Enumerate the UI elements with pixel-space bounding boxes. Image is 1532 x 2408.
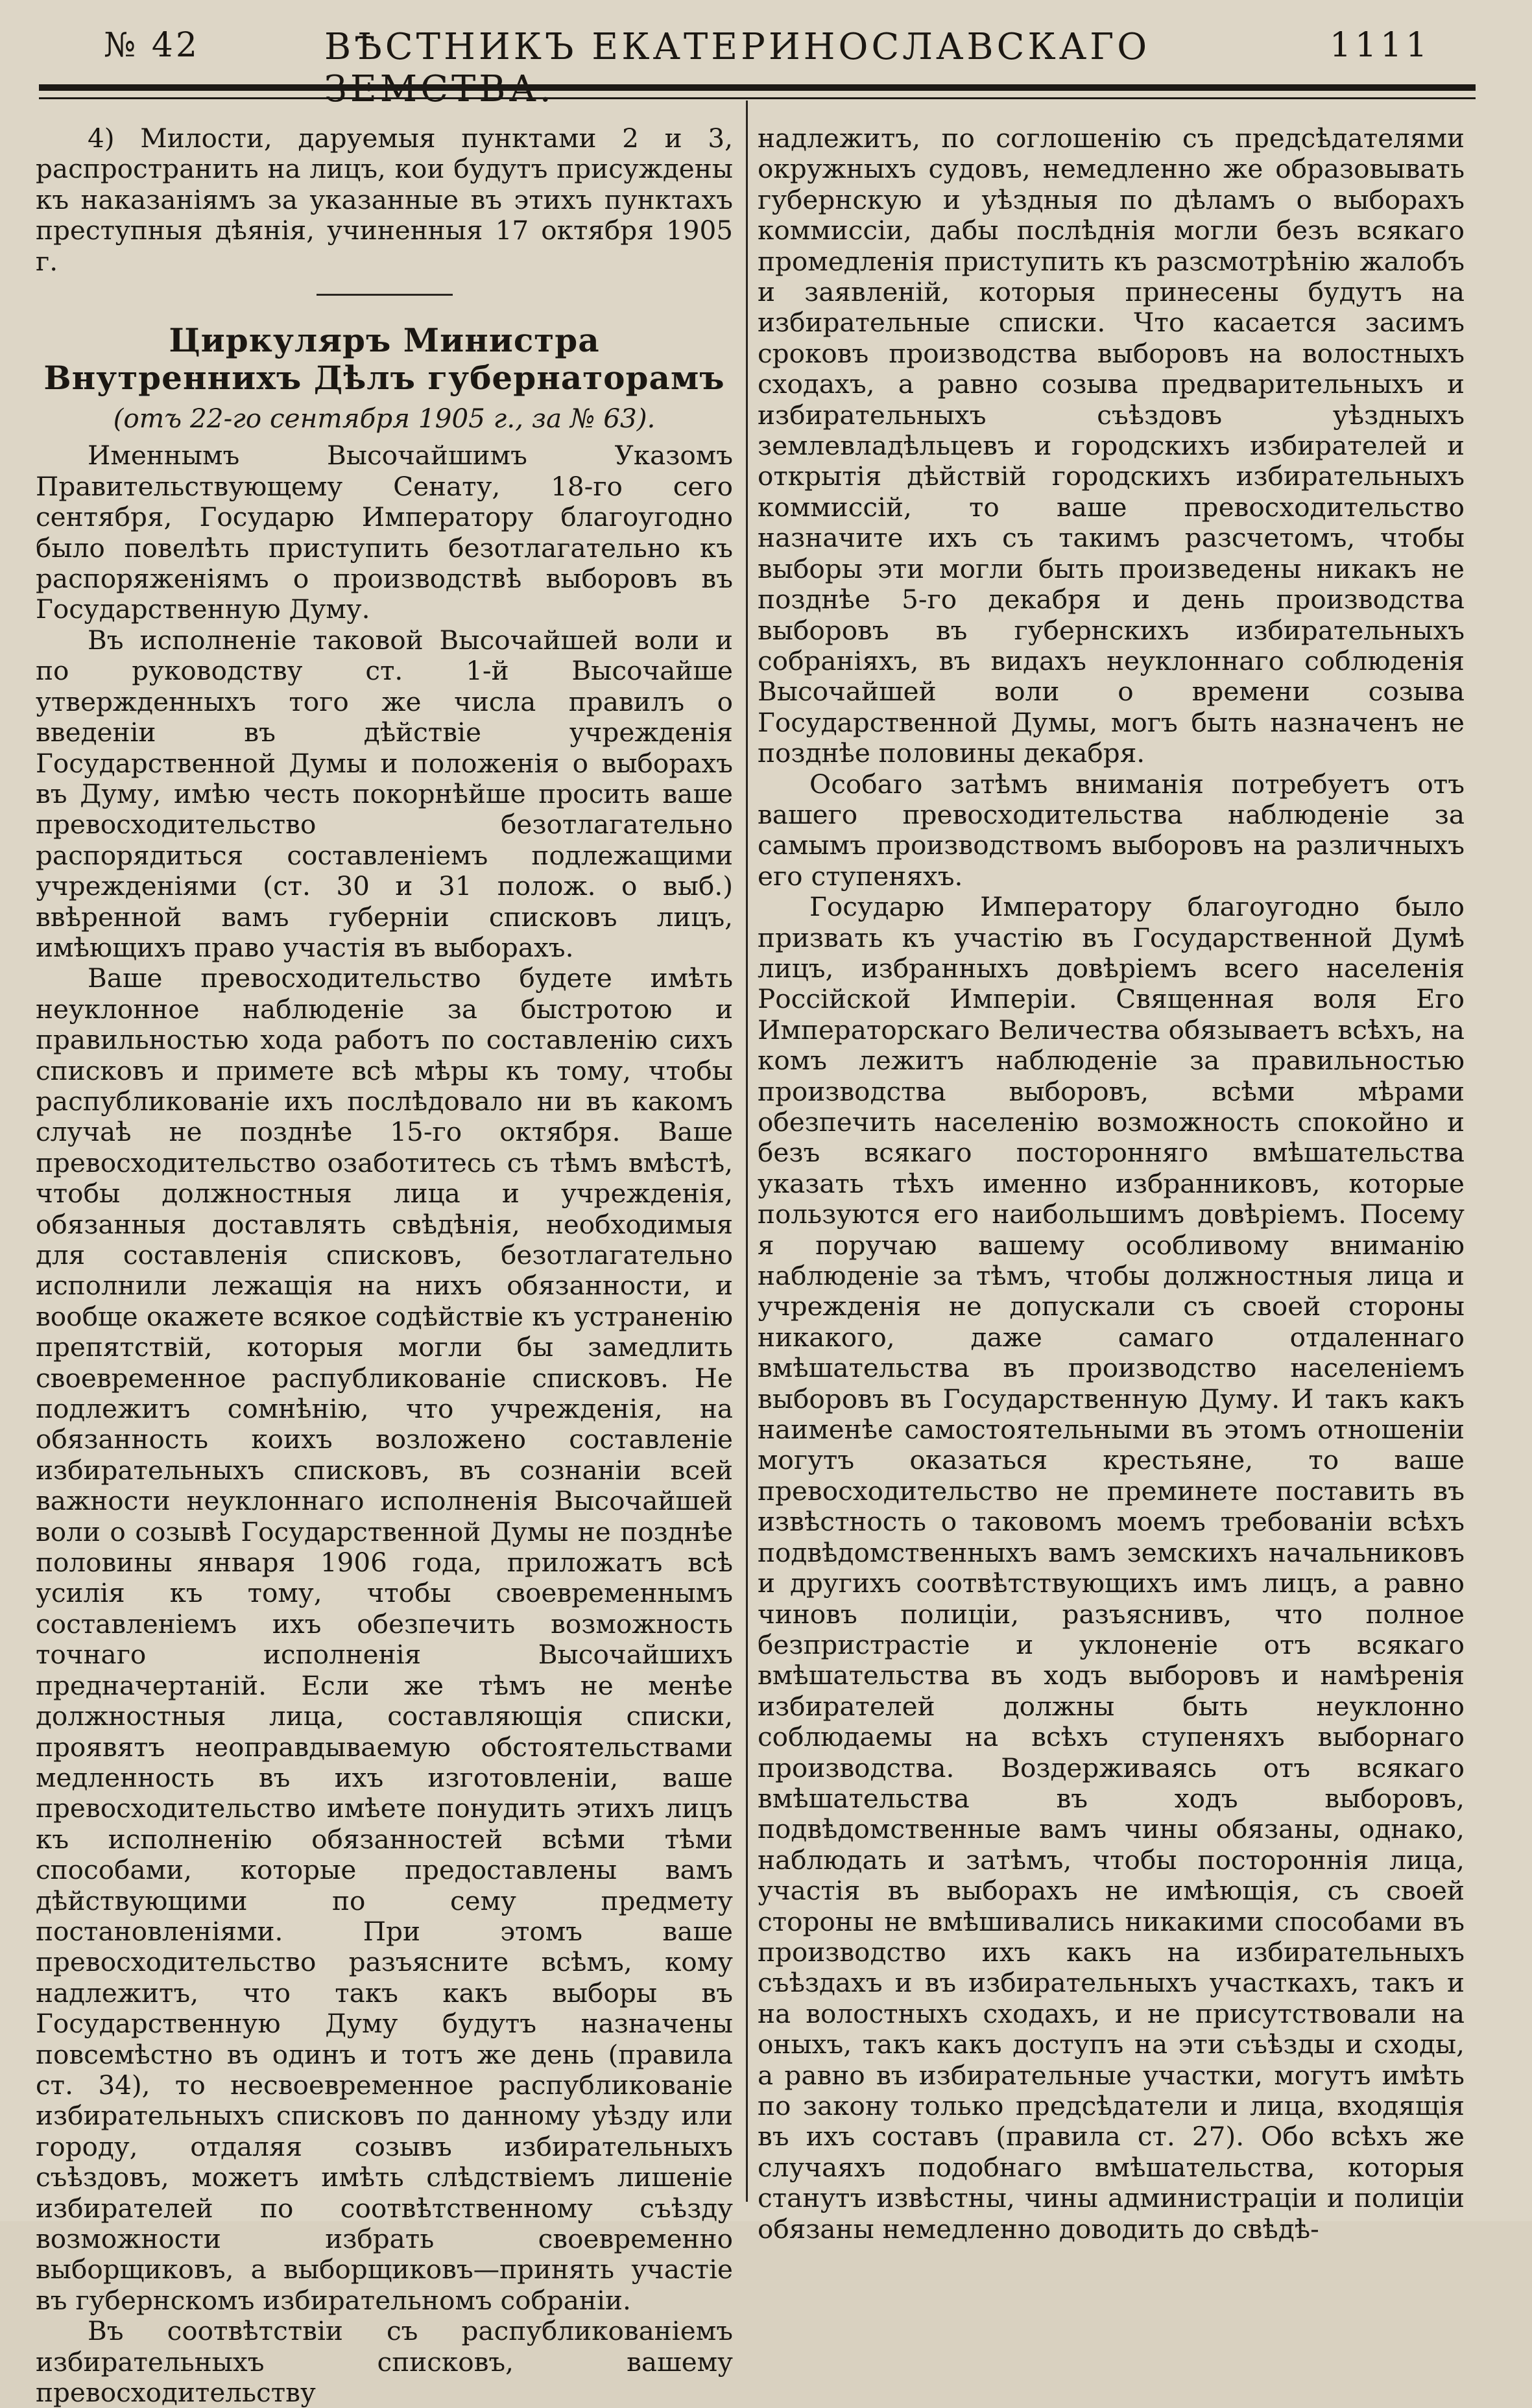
section-divider [317, 294, 453, 296]
page-header [0, 26, 1532, 71]
right-column [758, 123, 1465, 2245]
header-rule-thick [39, 84, 1476, 91]
paragraph: Въ исполненіе таковой Высочайшей воли и по руководству ст. 1-й Высочайше утвержденныхъ того же числа правилъ о введеніи въ дѣйствіе учрежденія Государственной Думы и положенія о выборахъ въ Думу, имѣю честь покорнѣйше просить ваше превосходительство безотлагательно распорядиться составленіемъ подлежащими учрежденіями (ст. 30 и 31 полож. о выб.) ввѣренной вамъ губерніи списковъ лицъ, имѣющихъ право участія въ выборахъ. [36, 624, 733, 963]
publication-title: ВѢСТНИКЪ ЕКАТЕРИНОСЛАВСКАГО [324, 26, 1151, 68]
paragraph: Ваше превосходительство будете имѣть неуклонное наблюденіе за быстротою и правильностью хода работъ по составленію сихъ списковъ и примете всѣ мѣры къ тому, чтобы распубликованіе ихъ послѣдовало ни въ какомъ случаѣ не позднѣе 15-го октября. Ваше превосходительство озаботитесь съ тѣмъ вмѣстѣ, чтобы должностныя лица и учрежденія, обязанныя доставлять свѣдѣнія, необходимыя для составленія списковъ, безотлагательно исполнили лежащія на нихъ обязанности, и вообще окажете всякое содѣйствіе къ устраненію препятствій, которыя могли бы замедлить своевременное распубликованіе списковъ. Не подлежитъ сомнѣнію, что учрежденія, на обязанность коихъ возложено составленіе избирательныхъ списковъ, въ сознаніи всей важности неуклоннаго исполненія Высочайшей воли о созывѣ Государственной Думы не позднѣе половины января 1906 года, приложатъ всѣ усилія къ тому, чтобы своевременнымъ составленіемъ ихъ обезпечить возможность точнаго исполненія Высочайшихъ предначертаній. Если же тѣмъ не менѣе должностныя лица, составляющія списки, проявятъ неоправдываемую обстоятельствами медленность въ ихъ изготовленіи, ваше превосходительство имѣете понудить этихъ лицъ къ исполненію обязанностей всѣми тѣми способами, которые предоставлены вамъ дѣйствующими по сему предмету постановленіями. При этомъ ваше превосходительство разъясните всѣмъ, кому надлежитъ, что такъ какъ выборы въ Государственную Думу будутъ назначены повсемѣстно въ одинъ и тотъ же день (правила ст. 34), то несвоевременное распубликованіе избирательныхъ списковъ по данному уѣзду или городу, отдаляя созывъ избирательныхъ съѣздовъ, можетъ имѣть слѣдствіемъ лишеніе избирателей по соотвѣтственному съѣзду возможности избрать своевременно выборщиковъ, а выборщиковъ—принять участіе въ губернскомъ избирательномъ собраніи. [36, 962, 733, 2316]
decree-item-4: 4) Милости, даруемыя пунктами 2 и 3, распространить на лицъ, кои будутъ присуждены къ наказаніямъ за указанные въ этихъ пунктахъ преступныя дѣянія, учиненныя 17 октября 1905 г. [36, 123, 733, 277]
paragraph: Государю Императору благоугодно было призвать къ участію въ Государственной Думѣ лицъ, избранныхъ довѣріемъ всего населенія Россійской Имперіи. Священная воля Его Императорскаго Величества обязываетъ всѣхъ, на комъ лежитъ наблюденіе за правильностью производства выборовъ, всѣми мѣрами обезпечить населенію возможность спокойно и безъ всякаго посторонняго вмѣшательства указать тѣхъ именно избранниковъ, которые пользуются его наибольшимъ довѣріемъ. Посему я поручаю вашему особливому вниманію наблюденіе за тѣмъ, чтобы должностныя лица и учрежденія не допускали съ своей стороны никакого, даже самаго отдаленнаго вмѣшательства въ производство населеніемъ выборовъ въ Государственную Думу. И такъ какъ наименѣе самостоятельными въ этомъ отношеніи могутъ оказаться крестьяне, то ваше превосходительство не преминете поставить въ извѣстность о таковомъ моемъ требованіи всѣхъ подвѣдомственныхъ вамъ земскихъ начальниковъ и другихъ соотвѣтствующихъ имъ лицъ, а равно чиновъ полиціи, разъяснивъ, что полное безпристрастіе и уклоненіе отъ всякаго вмѣшательства въ ходъ выборовъ и намѣренія избирателей должны быть неуклонно соблюдаемы на всѣхъ ступеняхъ выборнаго производства. Воздерживаясь отъ всякаго вмѣшательства въ ходъ выборовъ, подвѣдомственные вамъ чины обязаны, однако, наблюдать и затѣмъ, чтобы постороннія лица, участія въ выборахъ не имѣющія, съ своей стороны не вмѣшивались никакими способами въ производство ихъ какъ на избирательныхъ съѣздахъ и въ избирательныхъ участкахъ, такъ и на волостныхъ сходахъ, и не присутствовали на оныхъ, такъ какъ доступъ на эти съѣзды и сходы, а равно въ избирательные участки, могутъ имѣть по закону только предсѣдатели и лица, входящія въ ихъ составъ (правила ст. 27). Обо всѣхъ же случаяхъ подобнаго вмѣшательства, которыя станутъ извѣстны, чины администраціи и полиціи обязаны немедленно доводить до свѣдѣ- [758, 891, 1465, 2245]
paragraph: Именнымъ Высочайшимъ Указомъ Правительствующему Сенату, 18-го сего сентября, Государю Императору благоугодно было повелѣть приступить безотлагательно къ распоряженіямъ о производствѣ выборовъ въ Государственную Думу. [36, 440, 733, 625]
left-column [36, 123, 733, 2408]
paragraph-continued: надлежитъ, по соглошенію съ предсѣдателями окружныхъ судовъ, немедленно же образовывать губернскую и уѣздныя по дѣламъ о выборахъ коммиссіи, дабы послѣднія могли безъ всякаго промедленія приступить къ разсмотрѣнію жалобъ и заявленій, которыя принесены будутъ на избирательные списки. Что касается засимъ сроковъ производства выборовъ на волостныхъ сходахъ, а равно созыва предварительныхъ и избирательныхъ съѣздовъ уѣздныхъ землевладѣльцевъ и городскихъ избирателей и открытія дѣйствій городскихъ избирательныхъ коммиссій, то ваше превосходительство назначите ихъ съ такимъ разсчетомъ, чтобы выборы эти могли быть произведены никакъ не позднѣе 5-го декабря и день производства выборовъ въ губернскихъ избирательныхъ собраніяхъ, въ видахъ неуклоннаго соблюденія Высочайшей воли о времени созыва Государственной Думы, могъ быть назначенъ не позднѣе половины декабря. [758, 123, 1465, 769]
circular-heading: Циркуляръ Министра Внутреннихъ Дѣлъ губернаторамъ [43, 321, 725, 398]
header-rule-thin [39, 97, 1476, 99]
page-number: 1111 [1330, 26, 1431, 65]
column-divider [746, 101, 748, 2202]
paragraph: Въ соотвѣтствіи съ распубликованіемъ избирательныхъ списковъ, вашему превосходительству [36, 2315, 733, 2408]
issue-number: № 42 [104, 26, 200, 65]
circular-date: (отъ 22-го сентября 1905 г., за № 63). [113, 403, 656, 435]
paragraph: Особаго затѣмъ вниманія потребуетъ отъ вашего превосходительства наблюденіе за самымъ производствомъ выборовъ на различныхъ его ступеняхъ. [758, 768, 1465, 892]
